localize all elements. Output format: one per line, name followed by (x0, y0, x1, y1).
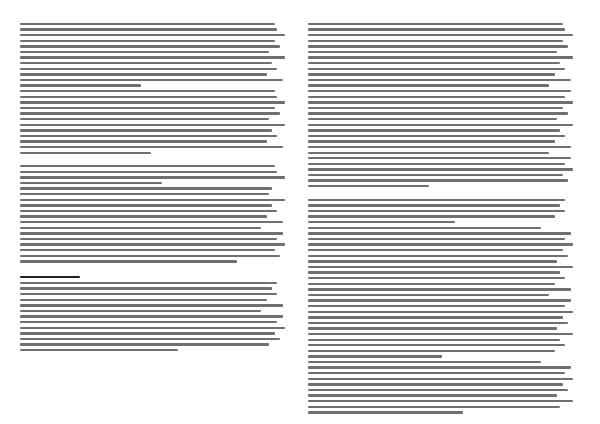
text-line (20, 348, 290, 354)
text-line (20, 145, 290, 151)
text-line (20, 209, 290, 215)
text-line (20, 22, 290, 28)
text-line (308, 145, 578, 151)
text-line (20, 220, 290, 226)
right-column (308, 22, 578, 416)
text-line (308, 33, 578, 39)
section-heading (20, 273, 290, 281)
text-line (308, 293, 578, 299)
text-line (20, 192, 290, 198)
paragraph (308, 198, 578, 226)
paragraph (308, 226, 578, 360)
text-line (308, 117, 578, 123)
text-line (308, 106, 578, 112)
paragraph (308, 360, 578, 416)
text-line (308, 50, 578, 56)
text-line (20, 237, 290, 243)
text-line (308, 22, 578, 28)
paragraph (20, 22, 290, 89)
paragraph (308, 22, 578, 190)
text-line (308, 388, 578, 394)
left-column (20, 22, 290, 354)
paragraph (20, 281, 290, 354)
text-line (308, 237, 578, 243)
text-line (20, 292, 290, 298)
text-line (308, 360, 578, 366)
text-line (308, 371, 578, 377)
text-line (20, 320, 290, 326)
paragraph (20, 187, 290, 265)
text-line (20, 106, 290, 112)
paragraph-gap (20, 156, 290, 164)
text-line (20, 61, 290, 67)
text-line (308, 61, 578, 67)
paragraph-gap (308, 190, 578, 198)
paragraph-gap (20, 265, 290, 273)
text-line (308, 265, 578, 271)
paragraph (20, 89, 290, 156)
text-line (308, 89, 578, 95)
text-line (20, 248, 290, 254)
text-line (308, 332, 578, 338)
text-line (20, 309, 290, 315)
text-line (308, 209, 578, 215)
text-line (308, 276, 578, 282)
text-line (20, 50, 290, 56)
text-line (20, 33, 290, 39)
text-line (20, 89, 290, 95)
paragraph (20, 164, 290, 186)
text-line (308, 410, 578, 416)
text-line (308, 173, 578, 179)
text-line (308, 248, 578, 254)
text-line (20, 117, 290, 123)
text-line (308, 304, 578, 310)
text-line (308, 399, 578, 405)
text-line (20, 281, 290, 287)
text-line (308, 78, 578, 84)
text-line (20, 78, 290, 84)
